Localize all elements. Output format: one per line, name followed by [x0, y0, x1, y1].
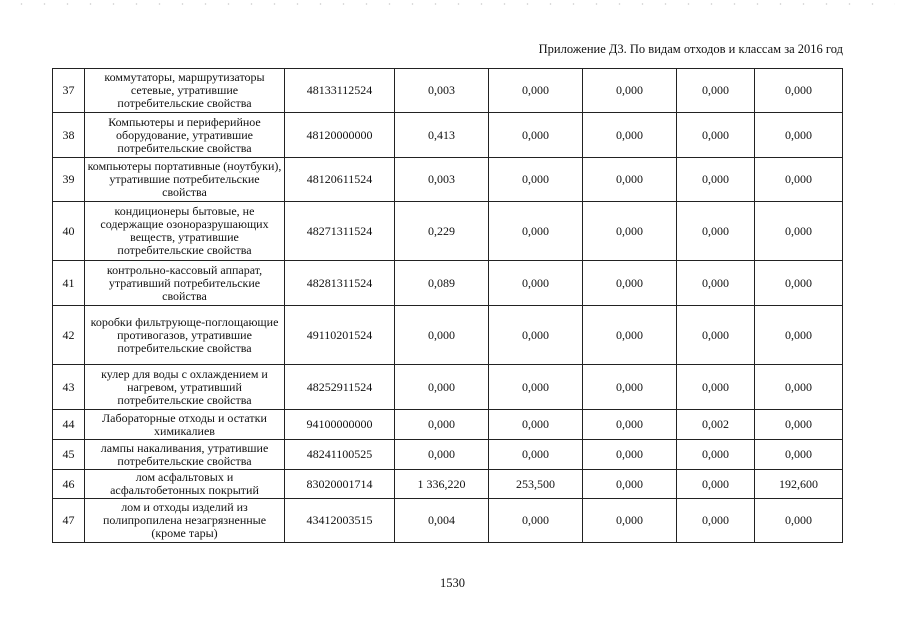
waste-code: 48271311524 — [285, 202, 395, 261]
value-cell: 0,000 — [489, 158, 583, 202]
value-cell: 0,000 — [489, 202, 583, 261]
row-number: 42 — [53, 306, 85, 365]
waste-code: 48241100525 — [285, 440, 395, 470]
value-cell: 0,003 — [395, 158, 489, 202]
value-cell: 0,000 — [583, 470, 677, 499]
waste-code: 48281311524 — [285, 261, 395, 306]
value-cell: 0,000 — [395, 306, 489, 365]
row-number: 43 — [53, 365, 85, 410]
waste-name: коробки фильтрующе-поглощающие противогазов, утратившие потребительские свойства — [85, 306, 285, 365]
waste-code: 43412003515 — [285, 499, 395, 543]
value-cell: 0,000 — [583, 499, 677, 543]
table-row — [53, 499, 843, 543]
value-cell: 0,000 — [755, 69, 843, 113]
value-cell: 0,000 — [395, 365, 489, 410]
value-cell: 0,000 — [395, 440, 489, 470]
value-cell: 0,089 — [395, 261, 489, 306]
row-number: 46 — [53, 470, 85, 499]
table-row — [53, 306, 843, 365]
value-cell: 0,000 — [583, 440, 677, 470]
row-number: 39 — [53, 158, 85, 202]
waste-name: лом асфальтовых и асфальтобетонных покрытий — [85, 470, 285, 499]
value-cell: 0,000 — [395, 410, 489, 440]
page-number: 1530 — [440, 576, 465, 590]
value-cell: 0,000 — [489, 261, 583, 306]
value-cell: 192,600 — [755, 470, 843, 499]
value-cell: 0,000 — [489, 365, 583, 410]
table-row — [53, 470, 843, 499]
table-row — [53, 69, 843, 113]
value-cell: 0,000 — [489, 69, 583, 113]
value-cell: 0,000 — [677, 261, 755, 306]
value-cell: 0,000 — [677, 202, 755, 261]
waste-code: 49110201524 — [285, 306, 395, 365]
waste-table — [52, 68, 843, 543]
value-cell: 1 336,220 — [395, 470, 489, 499]
value-cell: 0,000 — [755, 306, 843, 365]
value-cell: 0,000 — [583, 158, 677, 202]
row-number: 37 — [53, 69, 85, 113]
table-row — [53, 113, 843, 158]
row-number: 45 — [53, 440, 85, 470]
value-cell: 0,000 — [755, 113, 843, 158]
scan-noise — [10, 1, 895, 7]
waste-name: Компьютеры и периферийное оборудование, утратившие потребительские свойства — [85, 113, 285, 158]
value-cell: 0,000 — [755, 440, 843, 470]
row-number: 44 — [53, 410, 85, 440]
value-cell: 0,000 — [677, 499, 755, 543]
row-number: 47 — [53, 499, 85, 543]
value-cell: 0,000 — [583, 69, 677, 113]
value-cell: 0,000 — [677, 365, 755, 410]
waste-code: 83020001714 — [285, 470, 395, 499]
row-number: 38 — [53, 113, 85, 158]
waste-name: контрольно-кассовый аппарат, утративший потребительские свойства — [85, 261, 285, 306]
value-cell: 0,000 — [755, 158, 843, 202]
value-cell: 0,000 — [755, 261, 843, 306]
value-cell: 0,000 — [583, 365, 677, 410]
value-cell: 0,000 — [489, 410, 583, 440]
value-cell: 0,000 — [489, 440, 583, 470]
value-cell: 0,413 — [395, 113, 489, 158]
value-cell: 0,002 — [677, 410, 755, 440]
value-cell: 0,000 — [583, 202, 677, 261]
row-number: 41 — [53, 261, 85, 306]
waste-code: 48120000000 — [285, 113, 395, 158]
value-cell: 0,000 — [677, 69, 755, 113]
value-cell: 0,000 — [677, 158, 755, 202]
waste-code: 94100000000 — [285, 410, 395, 440]
table-row — [53, 410, 843, 440]
waste-name: лампы накаливания, утратившие потребительские свойства — [85, 440, 285, 470]
waste-name: компьютеры портативные (ноутбуки), утратившие потребительские свойства — [85, 158, 285, 202]
table-row — [53, 365, 843, 410]
value-cell: 0,000 — [677, 470, 755, 499]
table-row — [53, 202, 843, 261]
waste-code: 48133112524 — [285, 69, 395, 113]
value-cell: 0,229 — [395, 202, 489, 261]
value-cell: 0,000 — [677, 306, 755, 365]
value-cell: 0,000 — [677, 113, 755, 158]
waste-name: Лабораторные отходы и остатки химикалиев — [85, 410, 285, 440]
waste-code: 48120611524 — [285, 158, 395, 202]
waste-name: кулер для воды с охлаждением и нагревом, утративший потребительские свойства — [85, 365, 285, 410]
value-cell: 253,500 — [489, 470, 583, 499]
value-cell: 0,004 — [395, 499, 489, 543]
page-heading: Приложение Д3. По видам отходов и классам за 2016 год — [538, 42, 843, 56]
waste-code: 48252911524 — [285, 365, 395, 410]
table-row — [53, 440, 843, 470]
value-cell: 0,000 — [583, 410, 677, 440]
value-cell: 0,000 — [489, 113, 583, 158]
waste-name: лом и отходы изделий из полипропилена незагрязненные (кроме тары) — [85, 499, 285, 543]
value-cell: 0,000 — [583, 306, 677, 365]
value-cell: 0,000 — [755, 202, 843, 261]
value-cell: 0,000 — [489, 499, 583, 543]
waste-name: коммутаторы, маршрутизаторы сетевые, утратившие потребительские свойства — [85, 69, 285, 113]
value-cell: 0,003 — [395, 69, 489, 113]
value-cell: 0,000 — [489, 306, 583, 365]
table-body — [53, 69, 843, 543]
value-cell: 0,000 — [755, 499, 843, 543]
value-cell: 0,000 — [755, 410, 843, 440]
waste-name: кондиционеры бытовые, не содержащие озоноразрушающих веществ, утратившие потребительские свойства — [85, 202, 285, 261]
table-row — [53, 261, 843, 306]
value-cell: 0,000 — [583, 261, 677, 306]
value-cell: 0,000 — [755, 365, 843, 410]
row-number: 40 — [53, 202, 85, 261]
value-cell: 0,000 — [677, 440, 755, 470]
table-row — [53, 158, 843, 202]
value-cell: 0,000 — [583, 113, 677, 158]
